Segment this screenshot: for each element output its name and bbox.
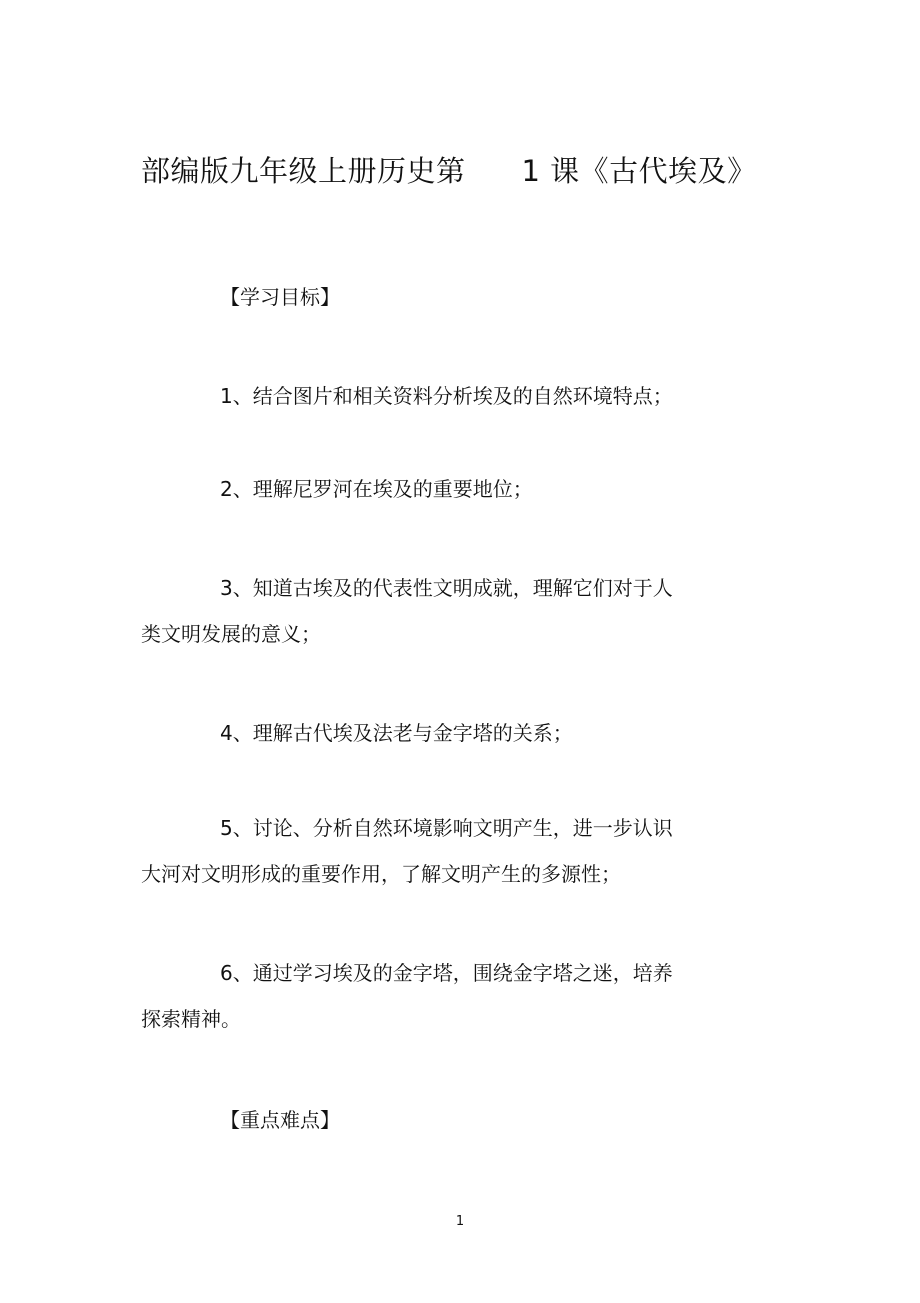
- objective-item-1: [141, 373, 741, 419]
- objective-3-line-1: 3、知道古埃及的代表性文明成就，理解它们对于人: [220, 576, 673, 600]
- objective-item-2: [141, 466, 741, 512]
- objective-3-line-2: 类文明发展的意义；: [141, 622, 321, 646]
- objective-2-line-1: 2、理解尼罗河在埃及的重要地位；: [220, 477, 533, 501]
- document-title: [141, 148, 757, 194]
- section-heading-objectives: 【学习目标】: [220, 285, 340, 309]
- objective-5-line-1: 5、讨论、分析自然环境影响文明产生，进一步认识: [220, 816, 673, 840]
- objective-item-5: [141, 805, 741, 897]
- objective-6-line-1: 6、通过学习埃及的金字塔，围绕金字塔之迷，培养: [220, 961, 673, 985]
- page-number: 1: [455, 1214, 465, 1229]
- objective-item-4: [141, 710, 741, 756]
- objective-item-3: [141, 565, 741, 657]
- objective-5-line-2: 大河对文明形成的重要作用，了解文明产生的多源性；: [141, 862, 621, 886]
- objective-1-line-1: 1、结合图片和相关资料分析埃及的自然环境特点；: [220, 384, 673, 408]
- section-heading-key-points: 【重点难点】: [220, 1108, 340, 1132]
- title-text-part1: 部编版九年级上册历史第: [141, 154, 466, 188]
- title-text-part2: 1 课《古代埃及》: [521, 154, 757, 188]
- objective-item-6: [141, 950, 741, 1042]
- objective-4-line-1: 4、理解古代埃及法老与金字塔的关系；: [220, 721, 573, 745]
- objective-6-line-2: 探索精神。: [141, 1007, 241, 1031]
